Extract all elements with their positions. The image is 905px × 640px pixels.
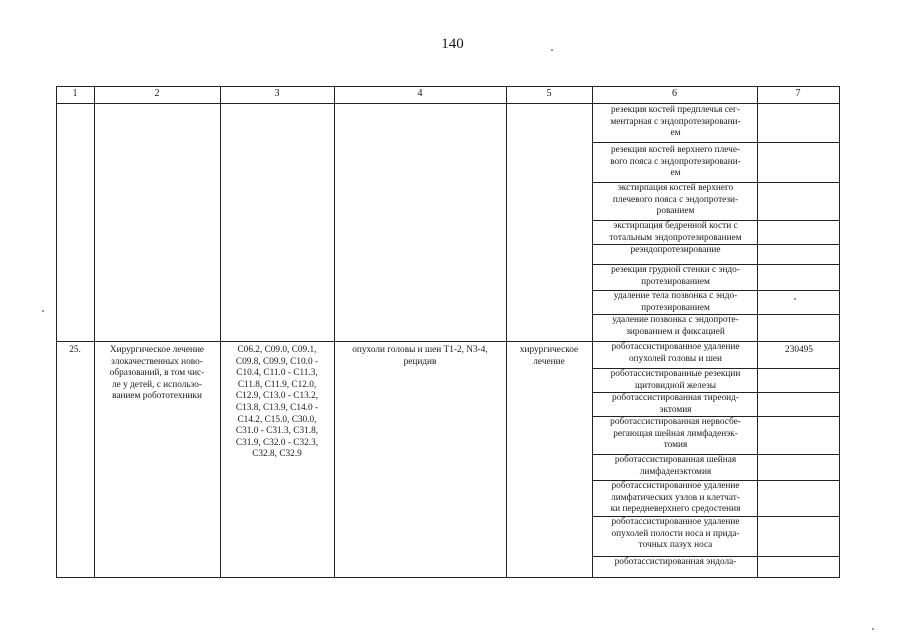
- method-line: опухолей полости носа и прида-: [611, 528, 740, 539]
- method-line: вого пояса с эндопротезировани-: [610, 156, 741, 167]
- method-cell: [594, 557, 757, 569]
- col-border: [334, 86, 335, 578]
- method-line: точных пазух носа: [638, 540, 713, 551]
- scan-speck: [42, 310, 44, 312]
- method-line: плечевого пояса с эндопротези-: [612, 194, 739, 205]
- icd-codes-line: C10.4, C11.0 - C11.3,: [236, 368, 318, 379]
- method-cell: [594, 291, 757, 314]
- col-border: [839, 86, 840, 578]
- scan-speck: [872, 628, 874, 630]
- method-line: тотальным эндопротезированием: [609, 232, 742, 243]
- method-line: роботассистированное удаление: [611, 481, 740, 491]
- patient-model-line: рецидив: [403, 356, 437, 367]
- col-border: [94, 86, 95, 578]
- method-cell: [594, 369, 757, 392]
- method-line: ки передневерхнего средостения: [610, 504, 741, 515]
- method-line: регающая шейная лимфаденэк-: [613, 428, 738, 439]
- table-bottom-border: [56, 577, 840, 578]
- method-line: щитовидной железы: [635, 380, 716, 391]
- col-border: [220, 86, 221, 578]
- header-bottom-border: [56, 103, 840, 104]
- method-cell: [594, 105, 757, 140]
- procedures-table: [56, 86, 840, 578]
- method-line: экстирпация костей верхнего: [617, 183, 734, 193]
- method-cell: [594, 455, 757, 478]
- method-line: роботассистированная нервосбе-: [610, 417, 741, 427]
- row-number: 25.: [69, 345, 81, 355]
- service-name-line: злокачественных ново-: [111, 356, 203, 367]
- method-line: ем: [670, 128, 681, 139]
- col-border: [506, 86, 507, 578]
- header-col-6: 6: [672, 88, 677, 99]
- method-cell: [594, 315, 757, 338]
- method-cell: [594, 265, 757, 288]
- patient-model-line: опухоли головы и шеи T1-2, N3-4,: [352, 345, 488, 355]
- method-cell: [594, 517, 757, 552]
- service-name-line: образований, в том чис-: [109, 368, 205, 379]
- icd-codes-line: C13.8, C13.9, C14.0 -: [235, 402, 319, 413]
- service-name-line: ле у детей, с использо-: [111, 379, 203, 390]
- header-col-1: 1: [72, 88, 78, 99]
- method-cell: [594, 481, 757, 516]
- method-line: резекция костей верхнего плече-: [610, 145, 741, 155]
- method-line: томия: [663, 440, 688, 451]
- icd-codes-line: C14.2, C15.0, C30.0,: [237, 414, 317, 425]
- icd-codes-line: C06.2, C09.0, C09.1,: [237, 345, 317, 355]
- header-col-7: 7: [795, 88, 801, 99]
- col-border: [592, 86, 593, 578]
- method-line: лимфатических узлов и клетчат-: [611, 492, 740, 503]
- icd-codes-line: C11.8, C11.9, C12.0,: [237, 379, 317, 390]
- method-line: роботассистированные резекции: [610, 369, 741, 379]
- method-line: роботассистированное удаление: [611, 342, 740, 352]
- method-line: ментарная с эндопротезировани-: [610, 116, 741, 127]
- method-line: роботассистированная шейная: [614, 455, 737, 465]
- method-line: реэндопротезирование: [630, 245, 721, 255]
- method-separator: [592, 142, 840, 143]
- method-line: рованием: [656, 206, 695, 217]
- method-line: роботассистированная тиреоид-: [612, 393, 739, 403]
- service-name-line: Хирургическое лечение: [109, 345, 205, 355]
- method-line: резекция грудной стенки с эндо-: [611, 265, 740, 275]
- icd-codes-line: C32.8, C32.9: [252, 449, 302, 460]
- treatment-type: [508, 345, 590, 368]
- header-col-3: 3: [274, 88, 280, 99]
- method-cell: [594, 417, 757, 452]
- method-cell: [594, 393, 757, 416]
- col-border: [757, 86, 758, 578]
- method-line: протезированием: [641, 302, 710, 313]
- method-line: роботассистированное удаление: [611, 517, 740, 527]
- method-line: эктомия: [659, 404, 692, 415]
- method-line: ем: [670, 168, 681, 179]
- method-line: экстирпация бедренной кости с: [613, 221, 738, 231]
- treatment-type-line: хирургическое: [519, 345, 579, 355]
- method-line: удаление тела позвонка с эндо-: [613, 291, 738, 301]
- treatment-type-line: лечение: [533, 356, 565, 367]
- method-line: протезированием: [641, 276, 710, 287]
- page-number: 140: [441, 36, 464, 52]
- method-cell: [594, 221, 757, 244]
- icd-codes-line: C31.9, C32.0 - C32.3,: [235, 437, 319, 448]
- normative-cost: 230495: [785, 345, 813, 355]
- method-line: зированием и фиксацией: [626, 326, 725, 337]
- method-cell: [594, 342, 757, 365]
- service-name: [96, 345, 218, 403]
- method-cell: [594, 183, 757, 218]
- header-col-4: 4: [417, 88, 423, 99]
- scan-speck: [551, 49, 553, 51]
- method-cell: [594, 245, 757, 257]
- method-line: удаление позвонка с эндопроте-: [612, 315, 739, 325]
- method-line: резекция костей предплечья сег-: [611, 105, 740, 115]
- service-name-line: ванием робототехники: [112, 391, 202, 402]
- header-col-2: 2: [154, 88, 160, 99]
- icd-codes-line: C12.9, C13.0 - C13.2,: [235, 391, 319, 402]
- method-cell: [594, 145, 757, 180]
- icd-codes-line: C31.0 - C31.3, C31.8,: [235, 426, 319, 437]
- header-col-5: 5: [546, 88, 552, 99]
- scan-speck: [794, 298, 796, 300]
- col-border: [56, 86, 57, 578]
- patient-model: [336, 345, 504, 368]
- icd-codes-line: C09.8, C09.9, C10.0 -: [235, 356, 319, 367]
- method-line: лимфаденэктомия: [639, 466, 712, 477]
- icd-codes: [222, 345, 332, 461]
- method-line: опухолей головы и шеи: [628, 353, 723, 364]
- method-line: роботассистированная эндола-: [614, 557, 737, 567]
